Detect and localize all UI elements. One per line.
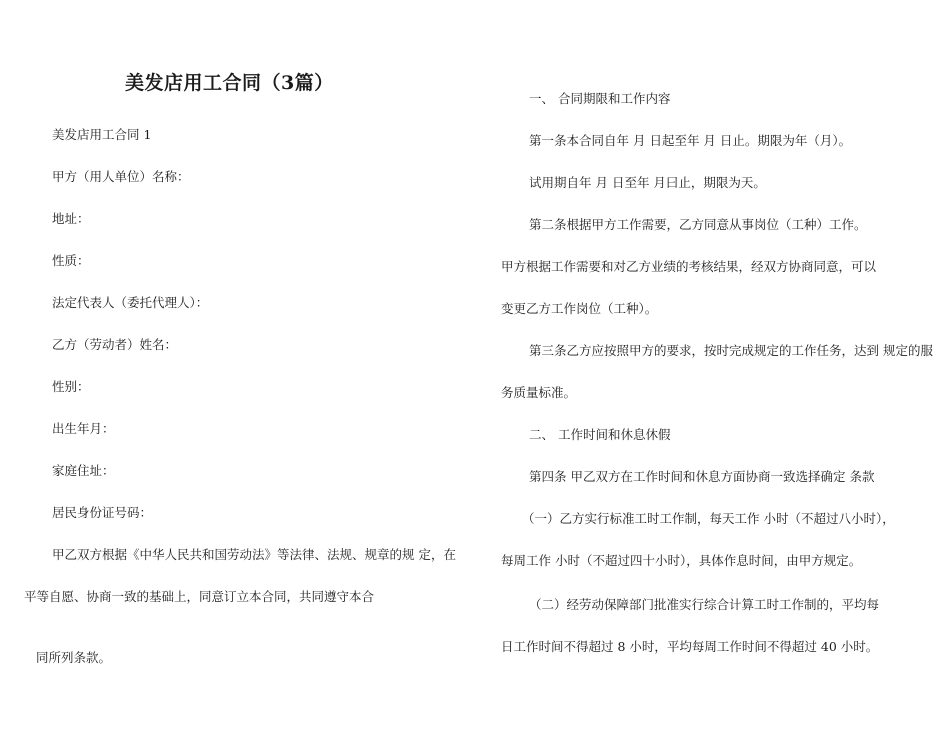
right-line-8: 务质量标准。 xyxy=(501,385,577,400)
right-line-3: 试用期自年 月 日至年 月曰止，期限为天。 xyxy=(529,175,766,190)
left-line-6: 乙方（劳动者）姓名： xyxy=(52,337,178,352)
document-title: 美发店用工合同（3篇） xyxy=(125,72,334,94)
right-line-5: 甲方根据工作需要和对乙方业绩的考核结果，经双方协商同意，可以 xyxy=(501,259,877,274)
right-line-13: （二）经劳动保障部门批准实行综合计算工时工作制的，平均每 xyxy=(529,597,880,612)
right-line-14: 日工作时间不得超过 8 小时，平均每周工作时间不得超过 40 小时。 xyxy=(501,639,879,654)
left-line-13: 同所列条款。 xyxy=(36,650,112,665)
right-line-10: 第四条 甲乙双方在工作时间和休息方面协商一致选择确定 条款 xyxy=(529,469,875,484)
left-line-5: 法定代表人（委托代理人）： xyxy=(52,295,209,310)
left-line-3: 地址： xyxy=(52,211,90,226)
right-line-1: 一、 合同期限和工作内容 xyxy=(529,91,671,106)
left-line-11: 甲乙双方根据《中华人民共和国劳动法》等法律、法规、规章的规 定，在 xyxy=(52,547,456,562)
left-line-2: 甲方（用人单位）名称： xyxy=(52,169,190,184)
right-line-7: 第三条乙方应按照甲方的要求，按时完成规定的工作任务，达到 规定的服 xyxy=(529,343,933,358)
right-line-11: （一）乙方实行标准工时工作制，每天工作 小时（不超过八小时）， xyxy=(522,511,895,526)
left-line-10: 居民身份证号码： xyxy=(52,505,153,520)
left-line-4: 性质： xyxy=(52,253,90,268)
left-line-8: 出生年月： xyxy=(52,421,115,436)
left-line-7: 性别： xyxy=(52,379,90,394)
right-line-4: 第二条根据甲方工作需要，乙方同意从事岗位（工种）工作。 xyxy=(529,217,867,232)
right-line-12: 每周工作 小时（不超过四十小时），具体作息时间，由甲方规定。 xyxy=(501,553,862,568)
right-line-6: 变更乙方工作岗位（工种）。 xyxy=(501,301,658,316)
right-line-2: 第一条本合同自年 月 日起至年 月 日止。期限为年（月）。 xyxy=(529,133,852,148)
right-line-9: 二、 工作时间和休息休假 xyxy=(529,427,671,442)
left-line-9: 家庭住址： xyxy=(52,463,115,478)
left-line-12: 平等自愿、协商一致的基础上，同意订立本合同，共同遵守本合 xyxy=(24,589,375,604)
left-line-1: 美发店用工合同 1 xyxy=(52,127,152,142)
